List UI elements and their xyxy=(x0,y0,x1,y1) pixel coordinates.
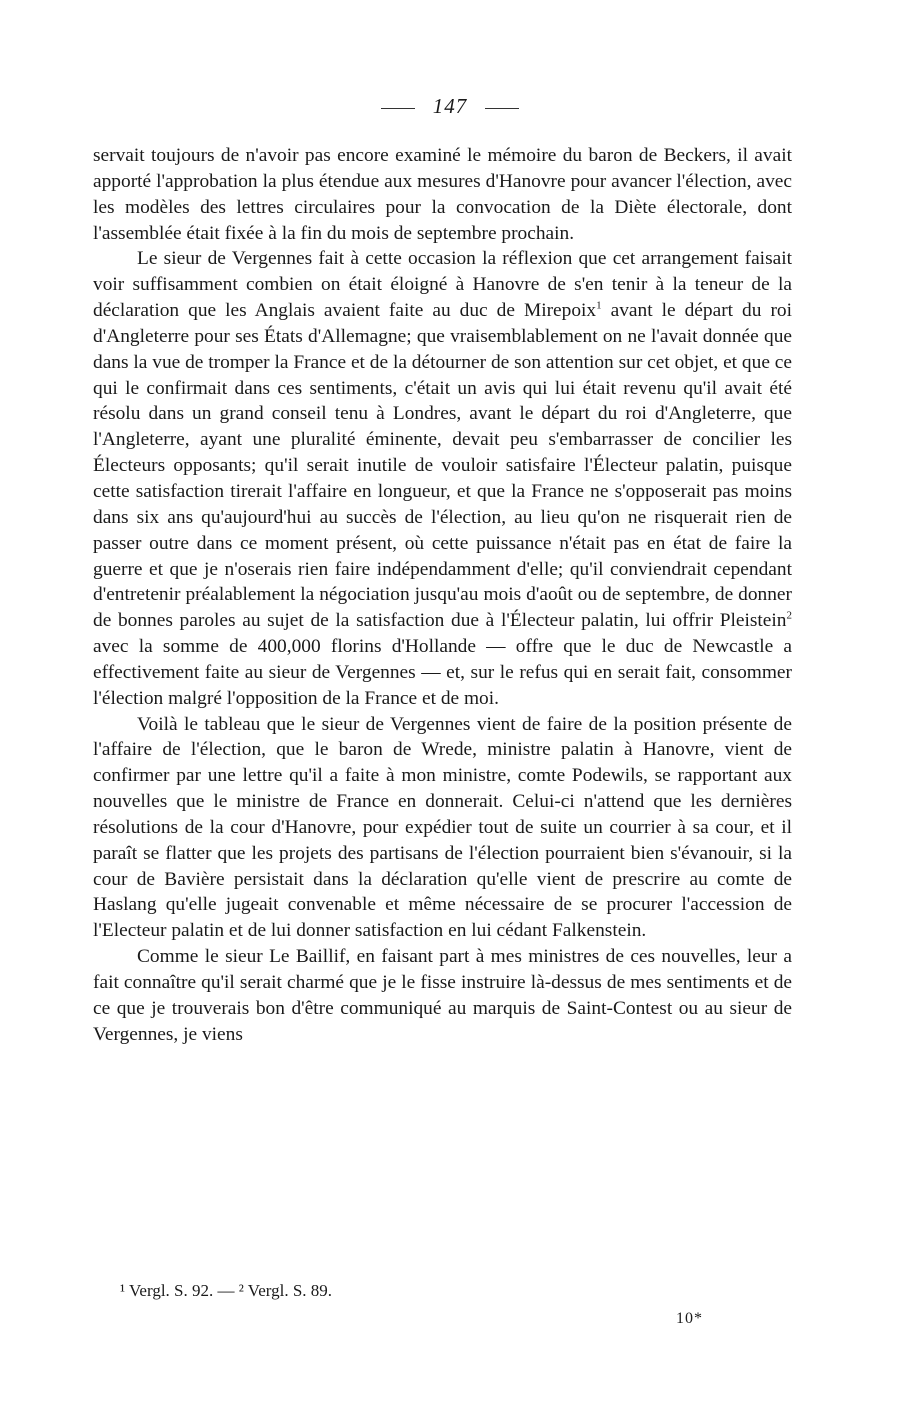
paragraph-2-part-2: avant le départ du roi d'Angleterre pour ses États d'Allemagne; que vraisemblablement on ne l'avait donnée que dans la vue de tromper la France et de la détourner de son attention sur cet objet, et que ce qui le confirmait dans ces sentiments, c'était un avis qui lui était revenu qu'il avait été résolu dans un grand conseil tenu à Londres, avant le départ du roi d'Angleterre, que l'Angleterre, ayant une pluralité éminente, devait peu s'embarrasser de concilier les Électeurs opposants; qu'il serait inutile de vouloir satisfaire l'Électeur palatin, puisque cette satisfaction tirerait l'affaire en longueur, et que la France ne s'opposerait pas moins dans six ans qu'aujourd'hui au succès de l'élection, au lieu qu'on ne risquerait rien de passer outre dans ce moment présent, où cette puissance n'était pas en état de faire la guerre et que je n'oserais rien faire indépendamment d'elle; qu'il conviendrait cependant d'entretenir préalablement la négociation jusqu'au mois d'août ou de septembre, de donner de bonnes paroles au sujet de la satisfaction due à l'Électeur palatin, lui offrir Pleistein xyxy=(93,300,792,632)
paragraph-4: Comme le sieur Le Baillif, en faisant part à mes ministres de ces nouvelles, leur a fait connaître qu'il serait charmé que je le fisse instruire là-dessus de mes sentiments et de ce que je trouverais bon d'être communiqué au marquis de Saint-Contest ou au sieur de Vergennes, je viens xyxy=(93,946,792,1045)
body-text xyxy=(93,143,792,1048)
paragraph-2 xyxy=(93,246,792,711)
page-number: 147 xyxy=(432,94,468,118)
signature-mark: 10* xyxy=(676,1310,703,1327)
page-header xyxy=(0,94,900,119)
paragraph-3: Voilà le tableau que le sieur de Vergennes vient de faire de la position présente de l'affaire de l'élection, que le baron de Wrede, ministre palatin à Hanovre, vient de confirmer par une lettre qu'il a faite à mon ministre, comte Podewils, se rapportant aux nouvelles que le ministre de France en donnerait. Celui-ci n'attend que les dernières résolutions de la cour d'Hanovre, pour expédier tout de suite un courrier à sa cour, et il paraît se flatter que les projets des partisans de l'élection pourraient bien s'évanouir, si la cour de Bavière persistait dans la déclaration qu'elle vient de prescrire au comte de Haslang qu'elle jugeait convenable et même nécessaire de se procurer l'accession de l'Electeur palatin et de lui donner satisfaction en lui cédant Falkenstein. xyxy=(93,713,792,942)
header-dash-left xyxy=(381,108,415,109)
footnote-ref-2: 2 xyxy=(786,609,792,622)
paragraph-2-part-1: Le sieur de Vergennes fait à cette occasion la réflexion que cet arrangement faisait voir suffisamment combien on était éloigné à Hanovre de s'en tenir à la teneur de la déclaration que les Anglais avaient faite au duc de Mirepoix xyxy=(93,248,792,322)
paragraph-1: servait toujours de n'avoir pas encore examiné le mémoire du baron de Beckers, il avait apporté l'approbation la plus étendue aux mesures d'Hanovre pour avancer l'élection, avec les modèles des lettres circulaires pour la convocation de la Diète électorale, dont l'assemblée était fixée à la fin du mois de septembre prochain. xyxy=(93,145,792,244)
paragraph-2-part-3: avec la somme de 400,000 florins d'Hollande — offre que le duc de Newcastle a effectivement faite au sieur de Vergennes — et, sur le refus qui en serait fait, consommer l'élection malgré l'opposition de la France et de moi. xyxy=(93,636,792,709)
footnotes: ¹ Vergl. S. 92. — ² Vergl. S. 89. xyxy=(120,1281,333,1300)
header-dash-right xyxy=(485,108,519,109)
footnote-ref-1: 1 xyxy=(596,299,602,312)
